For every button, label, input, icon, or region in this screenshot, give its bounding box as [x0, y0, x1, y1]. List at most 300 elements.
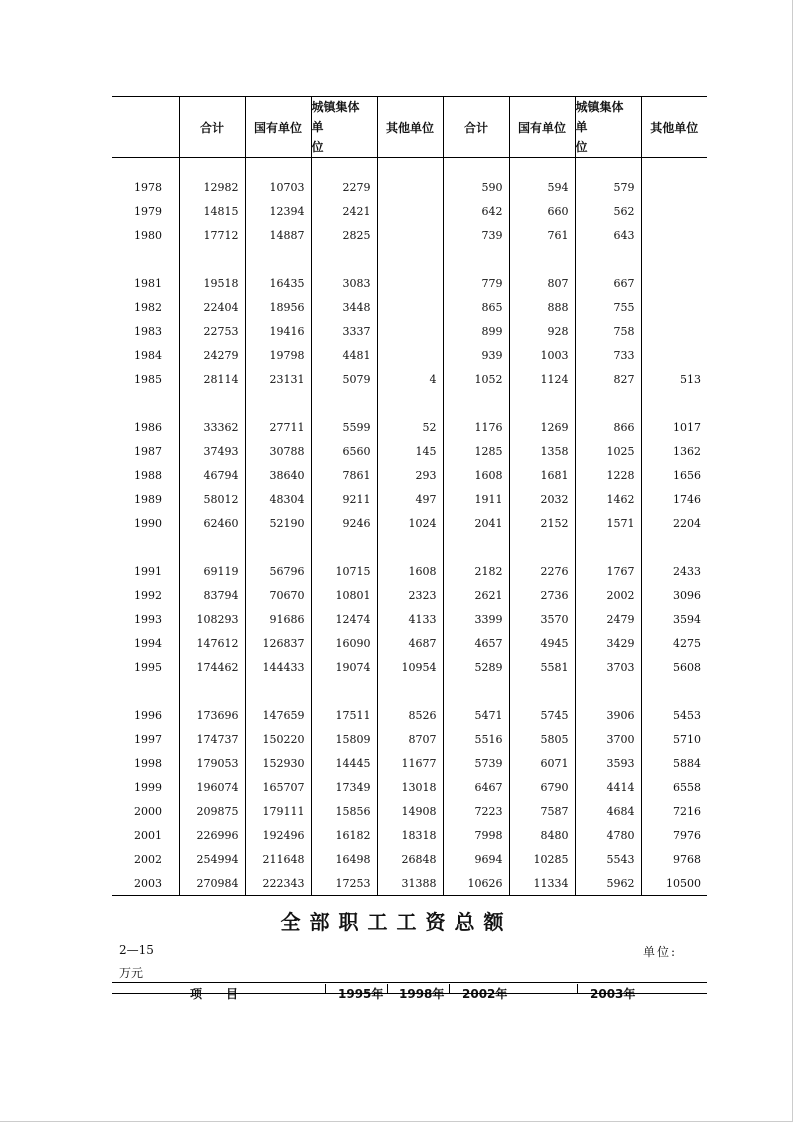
table-row	[112, 800, 707, 824]
table2-top-rule	[112, 982, 707, 983]
table-cell: 8526	[377, 704, 443, 728]
year-cell: 1987	[112, 440, 179, 464]
table-cell: 2421	[311, 200, 377, 224]
table-cell: 3083	[311, 272, 377, 296]
table-cell: 1362	[673, 445, 701, 458]
table-cell: 18956	[245, 296, 311, 320]
table-cell: 2041	[443, 512, 509, 536]
spacer-cell	[311, 158, 377, 176]
table-cell: 17511	[311, 704, 377, 728]
spacer-cell	[509, 158, 575, 176]
table-cell: 11334	[509, 872, 575, 896]
table-cell: 7223	[443, 800, 509, 824]
table-cell: 52	[377, 416, 443, 440]
table-cell: 1746	[673, 493, 701, 506]
table-cell: 179111	[245, 800, 311, 824]
table-cell: 179053	[179, 752, 245, 776]
spacer-cell	[377, 680, 443, 704]
spacer-cell	[443, 158, 509, 176]
table-cell: 15856	[311, 800, 377, 824]
table-cell: 8707	[377, 728, 443, 752]
table-cell: 174737	[179, 728, 245, 752]
table-cell: 19798	[245, 344, 311, 368]
spacer-cell	[509, 392, 575, 416]
table-cell: 2204	[673, 517, 701, 530]
spacer-cell	[575, 248, 641, 272]
table-row	[112, 632, 707, 656]
table-cell: 513	[680, 373, 701, 386]
table-row	[112, 368, 707, 392]
table-cell: 2182	[443, 560, 509, 584]
table-row	[112, 320, 707, 344]
unit-label: 单位:	[643, 945, 678, 959]
table-row	[112, 776, 707, 800]
table-cell: 2323	[377, 584, 443, 608]
spacer-cell	[509, 536, 575, 560]
table-row	[112, 344, 707, 368]
table-cell: 590	[443, 176, 509, 200]
table-cell: 1767	[575, 560, 641, 584]
year-cell: 1992	[112, 584, 179, 608]
table-cell: 1176	[443, 416, 509, 440]
table-cell: 9246	[311, 512, 377, 536]
spacer-cell	[575, 392, 641, 416]
table-cell: 5710	[673, 733, 701, 746]
table-cell: 58012	[179, 488, 245, 512]
year-cell: 1982	[112, 296, 179, 320]
table-cell: 11677	[377, 752, 443, 776]
table-row	[112, 848, 707, 872]
year-cell: 1994	[112, 632, 179, 656]
table-cell: 1608	[443, 464, 509, 488]
spacer-row	[112, 392, 707, 416]
table-cell: 2032	[509, 488, 575, 512]
table-cell: 48304	[245, 488, 311, 512]
table-cell: 12394	[245, 200, 311, 224]
spacer-cell	[443, 536, 509, 560]
wage-table	[112, 96, 707, 896]
header-avg-urban-collective-line2: 单位	[575, 120, 614, 154]
spacer-cell	[245, 680, 311, 704]
table2-header-2002: 2002年	[462, 987, 508, 1000]
table-cell: 173696	[179, 704, 245, 728]
year-cell: 1991	[112, 560, 179, 584]
table-cell: 1025	[575, 440, 641, 464]
table-cell: 3703	[575, 656, 641, 680]
year-cell: 2002	[112, 848, 179, 872]
table-cell: 866	[575, 416, 641, 440]
table-row	[112, 224, 707, 248]
table-cell: 2433	[673, 565, 701, 578]
table-cell: 145	[377, 440, 443, 464]
table-row	[112, 704, 707, 728]
spacer-cell	[509, 680, 575, 704]
header-avg-urban-collective-line1: 城镇集体	[575, 100, 624, 114]
spacer-cell	[179, 680, 245, 704]
table-cell: 126837	[245, 632, 311, 656]
table-cell: 6790	[509, 776, 575, 800]
table-body	[112, 158, 707, 896]
table-cell	[641, 272, 707, 296]
year-cell: 1983	[112, 320, 179, 344]
table-cell: 7998	[443, 824, 509, 848]
year-cell: 1996	[112, 704, 179, 728]
table-cell: 46794	[179, 464, 245, 488]
table-cell: 2621	[443, 584, 509, 608]
table-cell: 30788	[245, 440, 311, 464]
table-cell: 22404	[179, 296, 245, 320]
spacer-row	[112, 536, 707, 560]
table-cell: 6560	[311, 440, 377, 464]
table-cell: 19416	[245, 320, 311, 344]
table-cell: 758	[575, 320, 641, 344]
spacer-cell	[245, 158, 311, 176]
table-cell: 14908	[377, 800, 443, 824]
header-urban-collective-line1: 城镇集体	[311, 100, 360, 114]
table-cell: 5079	[311, 368, 377, 392]
table-cell: 4414	[575, 776, 641, 800]
table-cell: 2002	[575, 584, 641, 608]
spacer-cell	[443, 680, 509, 704]
table-cell: 5471	[443, 704, 509, 728]
table-cell: 2479	[575, 608, 641, 632]
table-cell: 1124	[509, 368, 575, 392]
year-cell: 1993	[112, 608, 179, 632]
table-cell: 69119	[179, 560, 245, 584]
table-cell: 18318	[377, 824, 443, 848]
table-cell	[377, 296, 443, 320]
table-cell: 3337	[311, 320, 377, 344]
table-code: 2—15	[119, 943, 154, 957]
header-avg-state-owned: 国有单位	[509, 97, 575, 158]
table-cell: 4275	[673, 637, 701, 650]
table-cell: 15809	[311, 728, 377, 752]
table-cell	[377, 344, 443, 368]
table-cell: 9768	[673, 853, 701, 866]
table-cell: 6467	[443, 776, 509, 800]
table-cell: 1681	[509, 464, 575, 488]
header-avg-total: 合计	[443, 97, 509, 158]
table-cell: 4780	[575, 824, 641, 848]
table2-header-rule	[112, 993, 707, 994]
table-cell: 1024	[377, 512, 443, 536]
table-cell: 660	[509, 200, 575, 224]
table-cell: 6071	[509, 752, 575, 776]
table-cell: 1017	[673, 421, 701, 434]
table-cell: 1608	[377, 560, 443, 584]
table-cell: 19518	[179, 272, 245, 296]
table-cell	[641, 296, 707, 320]
table-row	[112, 752, 707, 776]
table-cell: 1656	[673, 469, 701, 482]
table-cell: 3593	[575, 752, 641, 776]
table-cell: 2152	[509, 512, 575, 536]
table-cell: 2276	[509, 560, 575, 584]
table-cell: 5884	[673, 757, 701, 770]
table-cell: 174462	[179, 656, 245, 680]
spacer-cell	[179, 536, 245, 560]
table-cell: 761	[509, 224, 575, 248]
table-row	[112, 656, 707, 680]
spacer-cell	[641, 158, 707, 176]
table-cell: 10626	[443, 872, 509, 896]
spacer-cell	[112, 248, 179, 272]
table-cell: 10703	[245, 176, 311, 200]
table-cell: 270984	[179, 872, 245, 896]
table-cell: 5805	[509, 728, 575, 752]
table-row	[112, 416, 707, 440]
table-cell: 4	[377, 368, 443, 392]
table-row	[112, 608, 707, 632]
table-row	[112, 488, 707, 512]
header-other: 其他单位	[377, 97, 443, 158]
spacer-cell	[311, 392, 377, 416]
table-cell: 1462	[575, 488, 641, 512]
section-title: 全部职工工资总额	[280, 910, 513, 934]
year-cell: 1984	[112, 344, 179, 368]
spacer-cell	[377, 248, 443, 272]
table-cell: 755	[575, 296, 641, 320]
table-cell: 16090	[311, 632, 377, 656]
table-cell: 10715	[311, 560, 377, 584]
table-cell: 209875	[179, 800, 245, 824]
table-cell: 16182	[311, 824, 377, 848]
table-cell: 147612	[179, 632, 245, 656]
table-cell: 5739	[443, 752, 509, 776]
table-cell: 5289	[443, 656, 509, 680]
table-cell: 22753	[179, 320, 245, 344]
year-cell: 1980	[112, 224, 179, 248]
spacer-row	[112, 158, 707, 176]
table-cell: 91686	[245, 608, 311, 632]
table-cell	[641, 176, 707, 200]
table-cell: 222343	[245, 872, 311, 896]
table-row	[112, 560, 707, 584]
table2-header-2003: 2003年	[590, 987, 636, 1000]
table2-header	[112, 984, 707, 1000]
spacer-cell	[179, 158, 245, 176]
spacer-cell	[575, 536, 641, 560]
table-cell: 16498	[311, 848, 377, 872]
table2-header-item: 项 目	[190, 987, 239, 1000]
table-cell: 3448	[311, 296, 377, 320]
year-cell: 2003	[112, 872, 179, 896]
table-cell: 293	[377, 464, 443, 488]
table-cell: 1228	[575, 464, 641, 488]
table-cell: 56796	[245, 560, 311, 584]
table-cell	[377, 320, 443, 344]
spacer-cell	[311, 536, 377, 560]
table-cell: 5516	[443, 728, 509, 752]
table-cell: 5962	[575, 872, 641, 896]
table-cell: 3594	[673, 613, 701, 626]
table-cell: 14445	[311, 752, 377, 776]
table-cell: 52190	[245, 512, 311, 536]
table-cell: 192496	[245, 824, 311, 848]
table-cell: 165707	[245, 776, 311, 800]
spacer-cell	[311, 248, 377, 272]
spacer-cell	[641, 392, 707, 416]
table-cell: 779	[443, 272, 509, 296]
table-cell: 807	[509, 272, 575, 296]
header-avg-other: 其他单位	[641, 97, 707, 158]
table-cell: 9694	[443, 848, 509, 872]
table-row	[112, 464, 707, 488]
spacer-cell	[179, 392, 245, 416]
spacer-cell	[245, 392, 311, 416]
table-cell: 10801	[311, 584, 377, 608]
spacer-cell	[377, 158, 443, 176]
table-cell: 667	[575, 272, 641, 296]
table-cell: 7976	[673, 829, 701, 842]
year-cell: 1988	[112, 464, 179, 488]
spacer-cell	[641, 536, 707, 560]
table-cell	[641, 224, 707, 248]
spacer-cell	[509, 248, 575, 272]
table-cell: 1052	[443, 368, 509, 392]
table-cell: 939	[443, 344, 509, 368]
table-cell: 226996	[179, 824, 245, 848]
table-cell: 31388	[377, 872, 443, 896]
table-cell: 10500	[641, 872, 707, 896]
table-cell: 5599	[311, 416, 377, 440]
table-cell: 4945	[509, 632, 575, 656]
table-cell: 108293	[179, 608, 245, 632]
table-cell: 9211	[311, 488, 377, 512]
table-cell: 27711	[245, 416, 311, 440]
table-cell: 562	[575, 200, 641, 224]
table-row	[112, 512, 707, 536]
table-row	[112, 872, 707, 896]
table-cell: 5581	[509, 656, 575, 680]
table-cell: 147659	[245, 704, 311, 728]
year-cell: 2000	[112, 800, 179, 824]
unit-value: 万元	[119, 966, 144, 980]
table-cell: 14815	[179, 200, 245, 224]
spacer-cell	[311, 680, 377, 704]
table-cell: 23131	[245, 368, 311, 392]
year-column-header	[112, 97, 179, 158]
table-cell: 14887	[245, 224, 311, 248]
header-total: 合计	[179, 97, 245, 158]
table-cell: 899	[443, 320, 509, 344]
table-cell: 865	[443, 296, 509, 320]
spacer-cell	[179, 248, 245, 272]
spacer-row	[112, 680, 707, 704]
table-row	[112, 824, 707, 848]
table-row	[112, 200, 707, 224]
table-row	[112, 272, 707, 296]
table-cell: 497	[377, 488, 443, 512]
header-avg-urban-collective	[575, 97, 641, 158]
table-cell: 827	[575, 368, 641, 392]
year-cell: 1990	[112, 512, 179, 536]
table-cell: 1285	[443, 440, 509, 464]
spacer-cell	[245, 248, 311, 272]
spacer-cell	[377, 392, 443, 416]
year-cell: 1999	[112, 776, 179, 800]
table-cell: 642	[443, 200, 509, 224]
header-state-owned: 国有单位	[245, 97, 311, 158]
table-cell: 10954	[377, 656, 443, 680]
table-cell: 5543	[575, 848, 641, 872]
year-cell: 1995	[112, 656, 179, 680]
table-cell: 1571	[575, 512, 641, 536]
year-cell: 1978	[112, 176, 179, 200]
table-cell: 16435	[245, 272, 311, 296]
table-cell: 1003	[509, 344, 575, 368]
table-cell: 17253	[311, 872, 377, 896]
table-row	[112, 584, 707, 608]
spacer-cell	[245, 536, 311, 560]
table-cell: 33362	[179, 416, 245, 440]
header-urban-collective-line2: 单位	[311, 120, 350, 154]
table-cell: 26848	[377, 848, 443, 872]
table-cell: 643	[575, 224, 641, 248]
year-cell: 1997	[112, 728, 179, 752]
table2-header-1995: 1995年	[338, 987, 384, 1000]
table-cell: 3096	[673, 589, 701, 602]
table-cell: 12474	[311, 608, 377, 632]
table-cell: 2279	[311, 176, 377, 200]
year-cell: 1985	[112, 368, 179, 392]
table-cell	[641, 344, 707, 368]
year-cell: 1989	[112, 488, 179, 512]
table-cell: 24279	[179, 344, 245, 368]
year-cell: 1986	[112, 416, 179, 440]
spacer-cell	[377, 536, 443, 560]
table-cell: 7216	[673, 805, 701, 818]
table-cell: 7861	[311, 464, 377, 488]
table-cell	[377, 200, 443, 224]
table-cell: 19074	[311, 656, 377, 680]
table-cell: 3429	[575, 632, 641, 656]
table-cell	[641, 200, 707, 224]
table-cell: 4657	[443, 632, 509, 656]
table-cell: 1269	[509, 416, 575, 440]
table-cell: 1911	[443, 488, 509, 512]
table-cell: 37493	[179, 440, 245, 464]
table2-header-1998: 1998年	[399, 987, 445, 1000]
table-cell: 144433	[245, 656, 311, 680]
table-header-row	[112, 97, 707, 158]
spacer-cell	[641, 248, 707, 272]
spacer-cell	[112, 392, 179, 416]
table-cell: 739	[443, 224, 509, 248]
table-row	[112, 728, 707, 752]
year-cell: 1998	[112, 752, 179, 776]
table-cell: 152930	[245, 752, 311, 776]
table-cell: 62460	[179, 512, 245, 536]
table-cell: 888	[509, 296, 575, 320]
table-cell: 150220	[245, 728, 311, 752]
table-cell: 2825	[311, 224, 377, 248]
table-cell: 6558	[673, 781, 701, 794]
spacer-row	[112, 248, 707, 272]
table-cell: 5608	[673, 661, 701, 674]
table-cell: 196074	[179, 776, 245, 800]
spacer-cell	[641, 680, 707, 704]
table-cell: 3399	[443, 608, 509, 632]
table-cell: 3700	[575, 728, 641, 752]
header-urban-collective	[311, 97, 377, 158]
table-cell	[377, 176, 443, 200]
table-row	[112, 296, 707, 320]
table-cell: 7587	[509, 800, 575, 824]
table-cell: 5453	[673, 709, 701, 722]
table-row	[112, 176, 707, 200]
spacer-cell	[112, 680, 179, 704]
